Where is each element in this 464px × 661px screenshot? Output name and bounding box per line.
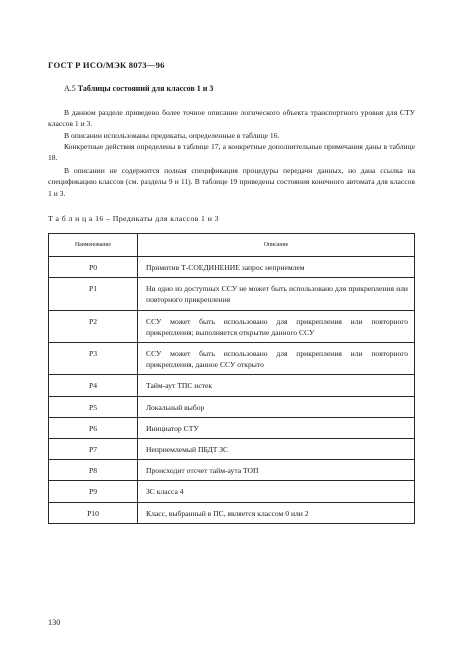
predicate-id: P7 <box>49 439 138 460</box>
table-row <box>49 278 415 310</box>
predicate-description: Ни одно из доступных ССУ не может быть использовано для прикрепления или повторного прикрепления <box>138 278 415 310</box>
predicate-description: Происходит отсчет тайм-аута ТОП <box>138 460 415 481</box>
table-row <box>49 439 415 460</box>
predicate-description: ССУ может быть использовано для прикрепления или повторного прикрепления, данное ССУ открыто <box>138 343 415 375</box>
paragraph-text: В описании использованы предикаты, определенные в таблице 16. <box>64 131 280 140</box>
predicate-description: ЗС класса 4 <box>138 481 415 502</box>
paragraph-2 <box>48 130 415 141</box>
paragraph-text: В данном разделе приведено более точное описание логического объекта транспортного уровня для СТУ классов 1 и 3. <box>48 108 415 129</box>
paragraph-4 <box>48 165 415 199</box>
table-row <box>49 481 415 502</box>
section-number: А.5 <box>64 84 76 93</box>
table-header-row <box>49 234 415 257</box>
predicate-id: P9 <box>49 481 138 502</box>
predicate-description: Тайм-аут ТПС истек <box>138 375 415 396</box>
predicate-id: P1 <box>49 278 138 310</box>
predicate-id: P0 <box>49 257 138 278</box>
predicate-id: P10 <box>49 502 138 523</box>
section-heading <box>64 84 213 93</box>
table-row <box>49 460 415 481</box>
table-row <box>49 417 415 438</box>
document-header: ГОСТ Р ИСО/МЭК 8073—96 <box>48 60 165 70</box>
predicate-description: ССУ может быть использовано для прикрепления или повторного прикрепления; выполняется открытие данного ССУ <box>138 310 415 342</box>
predicate-id: P8 <box>49 460 138 481</box>
predicate-id: P4 <box>49 375 138 396</box>
predicate-id: P6 <box>49 417 138 438</box>
predicate-id: P3 <box>49 343 138 375</box>
table-caption: Т а б л и ц а 16 – Предикаты для классов 1 и 3 <box>48 214 219 223</box>
predicates-table <box>48 233 415 524</box>
paragraph-text: В описании не содержится полная спецификация процедуры передачи данных, но дана ссылка на спецификацию классов (см. разделы 9 и 11). В таблице 19 приведены состояния конечного автомата для классов 1 и 3. <box>48 166 415 198</box>
predicate-description: Класс, выбранный в ПС, является классом 0 или 2 <box>138 502 415 523</box>
predicate-description: Примитив Т-СОЕДИНЕНИЕ запрос неприемлем <box>138 257 415 278</box>
table-row <box>49 375 415 396</box>
table-row <box>49 310 415 342</box>
table-row <box>49 343 415 375</box>
paragraph-3 <box>48 141 415 164</box>
predicate-description: Инициатор СТУ <box>138 417 415 438</box>
predicate-description: Неприемлемый ПБДТ ЗС <box>138 439 415 460</box>
column-header-description: Описание <box>138 234 415 257</box>
table-row <box>49 396 415 417</box>
page-number: 130 <box>48 618 61 627</box>
table-row <box>49 257 415 278</box>
table-row <box>49 502 415 523</box>
section-title: Таблицы состояний для классов 1 и 3 <box>77 84 214 93</box>
predicate-description: Локальный выбор <box>138 396 415 417</box>
predicate-id: P2 <box>49 310 138 342</box>
predicate-id: P5 <box>49 396 138 417</box>
column-header-name: Наименование <box>49 234 138 257</box>
paragraph-text: Конкретные действия определены в таблице 17, а конкретные дополнительные примечания даны в таблице 18. <box>48 142 415 163</box>
paragraph-1 <box>48 107 415 130</box>
